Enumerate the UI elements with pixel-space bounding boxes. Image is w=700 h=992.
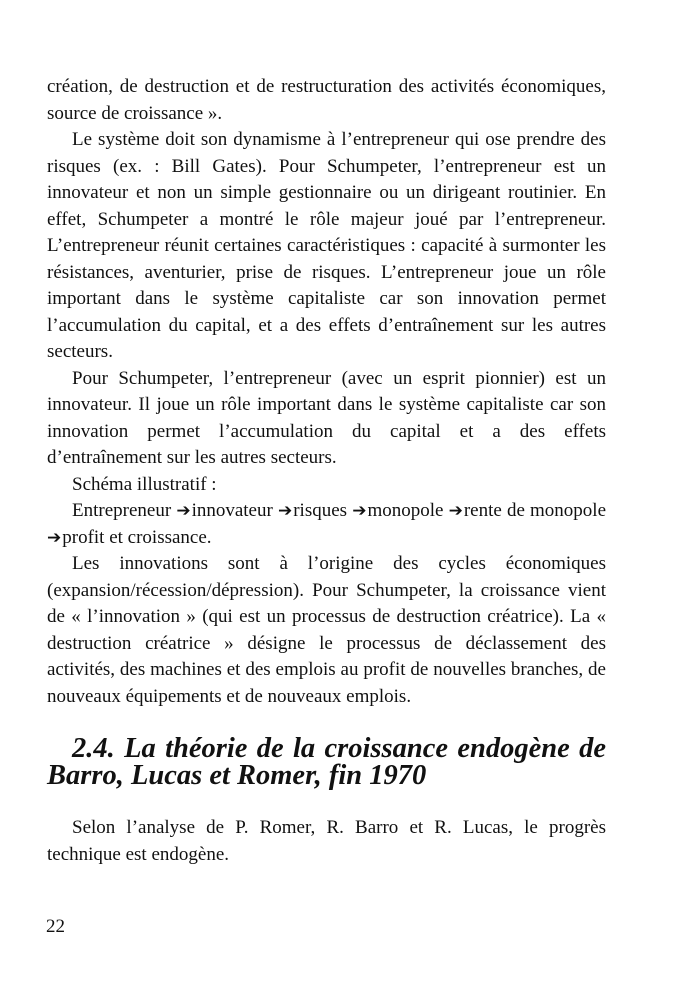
paragraph-endogenous-progress: Selon l’analyse de P. Romer, R. Barro et R. Lucas, le progrès technique est endogène. — [47, 817, 606, 865]
page-number: 22 — [46, 916, 65, 937]
schema-step-profit-croissance: profit et croissance. — [62, 526, 212, 548]
right-arrow-icon: ➔ — [448, 501, 463, 521]
schema-label: Schéma illustratif : — [72, 473, 217, 495]
paragraph-schumpeter-innovator: Pour Schumpeter, l’entrepreneur (avec un esprit pionnier) est un innovateur. Il joue un rôle important dans le système capitaliste car son innovation permet l’accumulation du capital et a des effets d’entraînement sur les autres secteurs. — [47, 367, 606, 468]
schema-step-rente-de-monopole: rente de monopole — [463, 500, 607, 521]
right-arrow-icon: ➔ — [277, 501, 293, 521]
schema-flow — [47, 498, 606, 551]
right-arrow-icon: ➔ — [47, 527, 62, 548]
schema-step-entrepreneur: Entrepreneur — [72, 500, 172, 521]
paragraph-continuation: création, de destruction et de restructuration des activités économiques, source de croissance ». — [47, 76, 606, 124]
right-arrow-icon: ➔ — [352, 501, 367, 521]
schema-step-risques: risques — [293, 500, 348, 521]
paragraph-entrepreneur-dynamism: Le système doit son dynamisme à l’entrepreneur qui ose prendre des risques (ex. : Bill Gates). Pour Schumpeter, l’entrepreneur est un innovateur et non un simple gestionnaire ou un dirigeant routinier. En effet, Schumpeter a montré le rôle majeur joué par l’entrepreneur. L’entrepreneur réunit certaines caractéristiques : capacité à surmonter les résistances, aventurier, prise de risques. L’entrepreneur joue un rôle important dans le système capitaliste car son innovation permet l’accumulation du capital, et a des effets d’entraînement sur les autres secteurs. — [47, 129, 606, 362]
schema-step-innovateur: innovateur — [191, 500, 273, 521]
schema-step-monopole: monopole — [367, 500, 444, 521]
right-arrow-icon: ➔ — [176, 501, 191, 521]
section-heading-2-4: 2.4. La théorie de la croissance endogène de Barro, Lucas et Romer, fin 1970 — [47, 733, 606, 791]
page-body — [47, 74, 606, 868]
paragraph-innovation-cycles: Les innovations sont à l’origine des cycles économiques (expansion/récession/dépression). Pour Schumpeter, la croissance vient de « l’innovation » (qui est un processus de destruction créatrice). La « destruction créatrice » désigne le processus de déclassement des activités, des machines et des emplois au profit de nouvelles branches, de nouveaux équipements et de nouveaux emplois. — [47, 553, 606, 707]
